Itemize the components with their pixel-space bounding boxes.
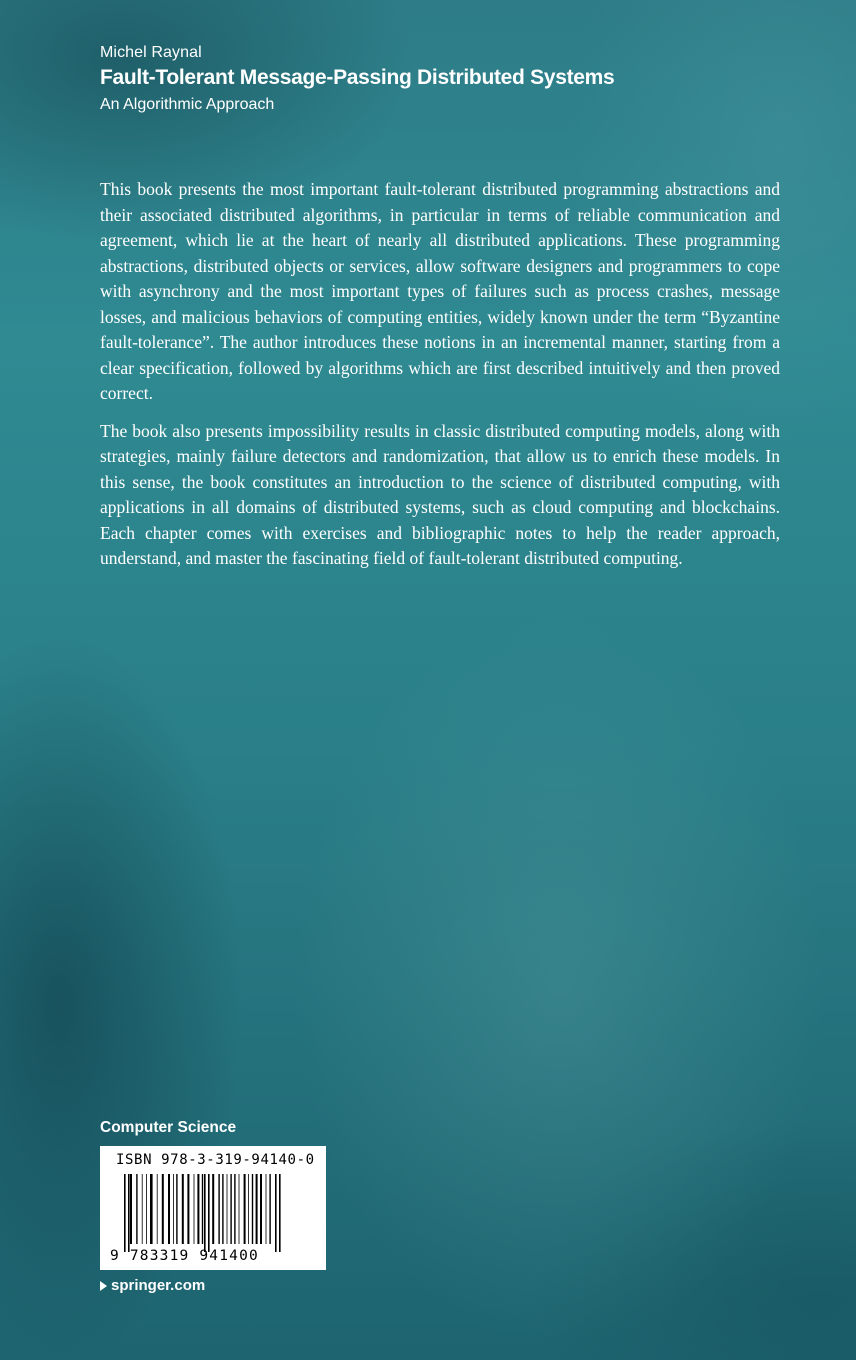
book-title: Fault-Tolerant Message-Passing Distributed Systems xyxy=(100,66,615,89)
description-paragraph: The book also presents impossibility results in classic distributed computing models, along with strategies, mainly failure detectors and randomization, that allow us to enrich these models. In this sense, the book constitutes an introduction to the science of distributed computing, with applications in all domains of distributed systems, such as cloud computing and blockchains. Each chapter comes with exercises and bibliographic notes to help the reader approach, understand, and master the fascinating field of fault-tolerant distributed computing. xyxy=(100,420,780,568)
subject-category: Computer Science xyxy=(100,1119,237,1136)
publisher-link[interactable] xyxy=(100,1277,205,1294)
isbn-number: ISBN 978-3-319-94140-0 xyxy=(116,1152,315,1168)
arrow-right-icon xyxy=(100,1281,107,1291)
book-subtitle: An Algorithmic Approach xyxy=(100,96,275,113)
book-description xyxy=(100,177,780,584)
description-paragraph: This book presents the most important fault-tolerant distributed programming abstractions and their associated distributed algorithms, in particular in terms of reliable communication and agreement, which lie at the heart of nearly all distributed applications. These programming abstractions, distributed objects or services, allow software designers and programmers to cope with asynchrony and the most important types of failures such as process crashes, message losses, and malicious behaviors of computing entities, widely known under the term “Byzantine fault-tolerance”. The author introduces these notions in an incremental manner, starting from a clear specification, followed by algorithms which are first described intuitively and then proved correct. xyxy=(100,179,780,403)
author-name: Michel Raynal xyxy=(100,44,202,61)
publisher-website: springer.com xyxy=(111,1277,206,1294)
isbn-barcode xyxy=(100,1146,326,1270)
cover-header xyxy=(100,44,800,114)
barcode-bars xyxy=(114,1174,314,1252)
ean-digits: 9 783319 941400 xyxy=(110,1248,259,1264)
